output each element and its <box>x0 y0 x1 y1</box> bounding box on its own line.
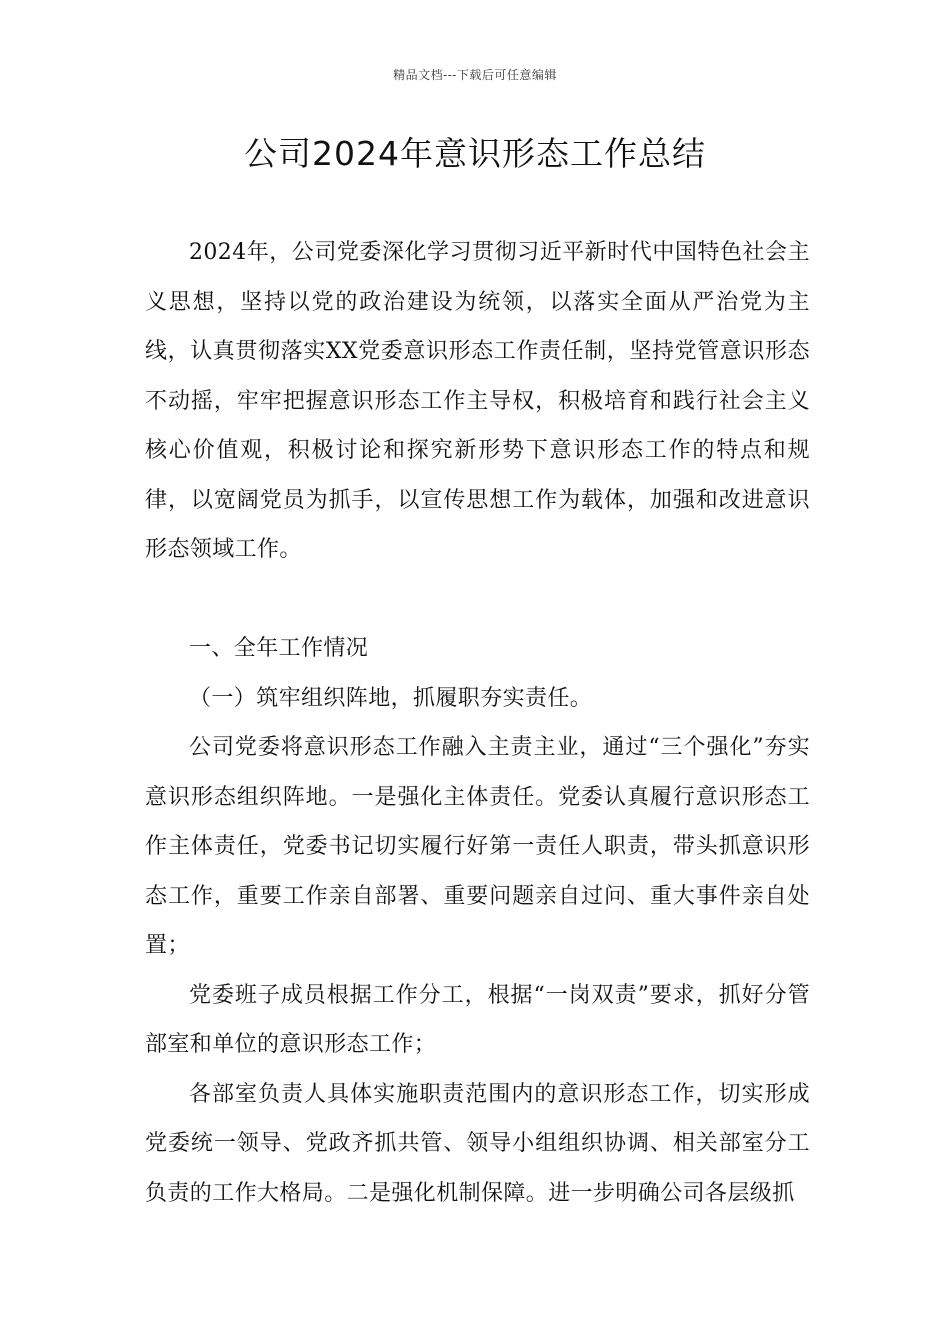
section-1 <box>145 624 810 1218</box>
body-paragraph: 党委班子成员根据工作分工，根据“一岗双责”要求，抓好分管部室和单位的意识形态工作； <box>145 982 810 1057</box>
body-paragraph: 公司党委将意识形态工作融入主责主业，通过“三个强化”夯实意识形态组织阵地。一是强化主体责任。党委认真履行意识形态工作主体责任，党委书记切实履行好第一责任人职责，带头抓意识形态工作，重要工作亲自部署、重要问题亲自过问、重大事件亲自处置； <box>145 735 810 958</box>
body-paragraph: 各部室负责人具体实施职责范围内的意识形态工作，切实形成党委统一领导、党政齐抓共管、领导小组组织协调、相关部室分工负责的工作大格局。二是强化机制保障。进一步明确公司各层级抓 <box>145 1081 810 1206</box>
intro-section <box>145 228 810 575</box>
intro-paragraph: 2024年，公司党委深化学习贯彻习近平新时代中国特色社会主义思想，坚持以党的政治建设为统领，以落实全面从严治党为主线，认真贯彻落实XX党委意识形态工作责任制，坚持党管意识形态不动摇，牢牢把握意识形态工作主导权，积极培育和践行社会主义核心价值观，积极讨论和探究新形势下意识形态工作的特点和规律，以宽阔党员为抓手，以宣传思想工作为载体，加强和改进意识形态领域工作。 <box>145 240 810 562</box>
sub-heading: （一）筑牢组织阵地，抓履职夯实责任。 <box>189 685 593 711</box>
document-title: 公司2024年意识形态工作总结 <box>244 134 706 173</box>
section-heading: 一、全年工作情况 <box>189 636 369 661</box>
header-note: 精品文档---下载后可任意编辑 <box>393 68 557 82</box>
